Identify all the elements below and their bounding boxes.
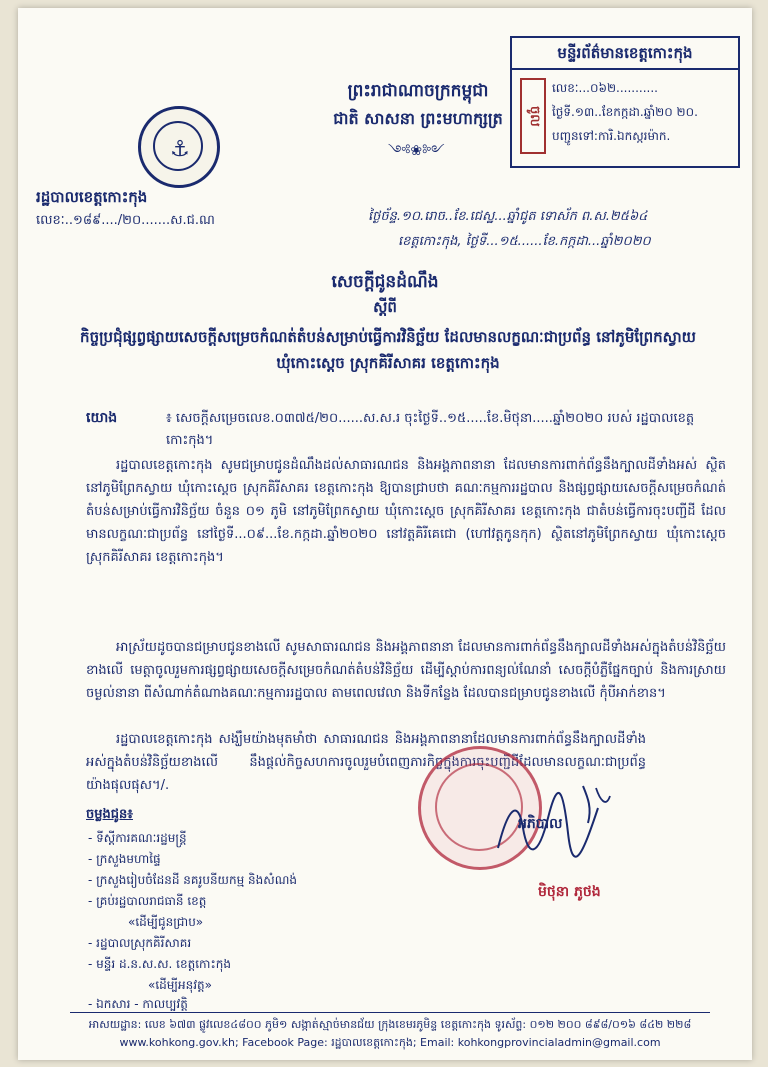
- reference-label: យោង: [86, 410, 118, 426]
- body-paragraph-3: រដ្ឋបាលខេត្តកោះកុង សង្ឃឹមយ៉ាងមុតមាំថា សាធារណជន និងអង្គភាពនានាដែលមានការពាក់ព័ន្ធនឹងក្បាលដីទាំងអស់ក្នុងតំបន់វិនិច្ឆ័យខាងលើ នឹងផ្តល់កិច្ចសហការចូលរួមបំពេញភារកិច្ចក្នុងការចុះបញ្ជីដីដែលមានលក្ខណៈជាប្រព័ន្ធយ៉ាងផុលផុស។/.: [86, 732, 646, 793]
- reference-value: ៖ សេចក្តីសម្រេចលេខ.០៣៧៥/២០......ស.ស.រ ចុះថ្ងៃទី..១៥.....ខែ.មិថុនា.....ឆ្នាំ២០២០ របស់ រដ្ឋបាលខេត្តកោះកុង។: [166, 411, 695, 448]
- stamp-number: លេខៈ...០៦២...........: [552, 81, 658, 95]
- lunar-date: ថ្ងៃច័ន្ទ.១០.រោច..ខែ.ជេស្ឋ...ឆ្នាំជូត ទោស័ក ព.ស.២៥៦៤: [368, 209, 648, 224]
- cc-item: - គ្រប់រដ្ឋបាលរាជធានី ខេត្ត: [88, 894, 207, 908]
- kingdom-heading: ព្រះរាជាណាចក្រកម្ពុជា: [347, 81, 489, 101]
- stamp-date: ថ្ងៃទី.១៣..ខែកក្កដា.ឆ្នាំ២០ ២០.: [552, 105, 698, 119]
- signatory-name: មិថុនា ភូថង: [538, 884, 601, 900]
- cc-item: - ក្រសួងមហាផ្ទៃ: [88, 852, 161, 866]
- ornament-divider: ༺❀༻: [388, 143, 445, 159]
- reference-number: លេខៈ..១៨៩..../២០.......ស.ជ.ណ: [36, 213, 215, 228]
- stamp-forward: បញ្ជូនទៅ:ការិ.ឯកស្ករម៉ាក.: [552, 129, 671, 143]
- solar-date: ខេត្តកោះកុង, ថ្ងៃទី...១៥......ខែ.កក្កដា...ឆ្នាំ២០២០: [398, 234, 651, 249]
- issuing-organization: រដ្ឋបាលខេត្តកោះកុង: [36, 188, 148, 206]
- footer-divider: [70, 1012, 710, 1013]
- stamp-title: មន្ទីរព័ត៌មានខេត្តកោះកុង: [512, 38, 738, 70]
- footer-address: អាសយដ្ឋាន: លេខ ៦៧៣ ផ្លូវលេខ៤៨០០ ភូមិ១ សង្កាត់ស្មាច់មានជ័យ ក្រុងខេមរភូមិន្ទ ខេត្តកោះកុង ទូរស័ព្ទ: ០១២ ២០០ ៨៩៨/០១៦ ៨៤២ ២២៨: [88, 1018, 692, 1031]
- anchor-icon: ⚓: [170, 137, 190, 162]
- cc-title: ចម្លងជូន៖: [86, 807, 133, 822]
- body-paragraph-1: រដ្ឋបាលខេត្តកោះកុង សូមជម្រាបជូនដំណឹងដល់សាធារណជន និងអង្គភាពនានា ដែលមានការពាក់ព័ន្ធនឹងក្បាលដីទាំងអស់ ស្ថិតនៅភូមិព្រែកស្វាយ ឃុំកោះស្តេច ស្រុកគិរីសាគរ ខេត្តកោះកុង ឱ្យបានជ្រាបថា គណៈកម្មការរដ្ឋបាល និងផ្សព្វផ្សាយសេចក្តីសម្រេចកំណត់តំបន់សម្រាប់ធ្វើការវិនិច្ឆ័យ ចំនួន ០១ ភូមិ នៅភូមិព្រែកស្វាយ ឃុំកោះស្តេច ស្រុកគិរីសាគរ ខេត្តកោះកុង ជាតំបន់ធ្វើការចុះបញ្ជីដី ដែលមានលក្ខណៈជាប្រព័ន្ធ នៅថ្ងៃទី...០៩...ខែ.កក្កដា.ឆ្នាំ២០២០ នៅវត្តគិរីគេជោ (ហៅវត្តកូនកុក) ស្ថិតនៅភូមិព្រែកស្វាយ ឃុំកោះស្តេច ស្រុកគិរីសាគរ ខេត្តកោះកុង។: [86, 458, 726, 565]
- stamp-side-label: ចូល: [520, 78, 546, 154]
- footer-contact: www.kohkong.gov.kh; Facebook Page: រដ្ឋបាលខេត្តកោះកុង; Email: kohkongprovincialadmin@gmail.com: [119, 1036, 661, 1049]
- provincial-emblem-icon: [138, 106, 220, 188]
- document-title: សេចក្តីជូនដំណឹង: [331, 272, 439, 292]
- emblem-inner-ring: [153, 121, 203, 171]
- document-about: ស្តីពី: [373, 298, 397, 316]
- cc-item: - មន្ទីរ ដ.ន.ស.ស. ខេត្តកោះកុង: [88, 957, 231, 971]
- handwritten-signature: [488, 778, 618, 868]
- cc-item-note: «ដើម្បីអនុវត្ត»: [148, 978, 212, 992]
- cc-item-note: «ដើម្បីជូនជ្រាប»: [128, 915, 204, 929]
- cc-item: - រដ្ឋបាលស្រុកគិរីសាគរ: [88, 936, 192, 950]
- cc-item: - ទីស្តីការគណៈរដ្ឋមន្ត្រី: [88, 831, 187, 845]
- signatory-title: អភិបាល: [518, 816, 563, 832]
- body-paragraph-2: អាស្រ័យដូចបានជម្រាបជូនខាងលើ សូមសាធារណជន និងអង្គភាពនានា ដែលមានការពាក់ព័ន្ធនឹងក្បាលដីទាំងអស់ក្នុងតំបន់វិនិច្ឆ័យខាងលើ មេត្តាចូលរួមការផ្សព្វផ្សាយសេចក្តីសម្រេចកំណត់តំបន់វិនិច្ឆ័យ ដើម្បីស្តាប់ការពន្យល់ណែនាំ សេចក្តីបំភ្លឺផ្នែកច្បាប់ និងការស្រាយចម្ងល់នានា ពីសំណាក់តំណាងគណៈកម្មការរដ្ឋបាល តាមពេលវេលា និងទីកន្លែង ដែលបានជម្រាបជូនខាងលើ កុំបីអាក់ខាន។: [86, 640, 726, 701]
- national-motto: ជាតិ សាសនា ព្រះមហាក្សត្រ: [333, 109, 503, 128]
- document-subject: កិច្ចប្រជុំផ្សព្វផ្សាយសេចក្តីសម្រេចកំណត់តំបន់សម្រាប់ធ្វើការវិនិច្ឆ័យ ដែលមានលក្ខណៈជាប្រព័ន្ធ នៅភូមិព្រែកស្វាយ ឃុំកោះស្តេច ស្រុកគិរីសាគរ ខេត្តកោះកុង: [80, 328, 696, 372]
- document-page: [18, 8, 752, 1060]
- cc-item: - ឯកសារ - កាលប្បវត្តិ: [88, 997, 188, 1011]
- cc-item: - ក្រសួងរៀបចំដែនដី នគរូបនីយកម្ម និងសំណង់: [88, 873, 297, 887]
